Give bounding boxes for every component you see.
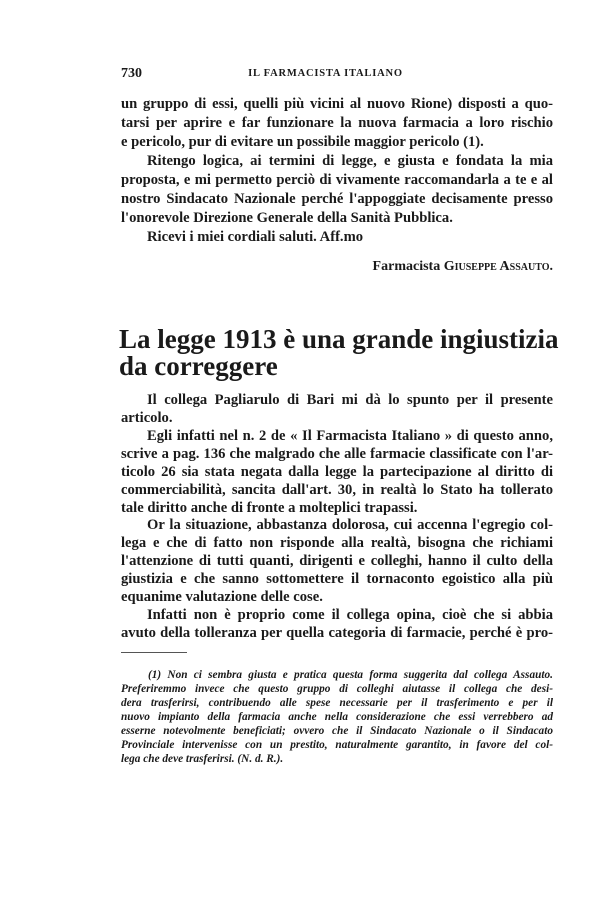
text-line: Infatti non è proprio come il collega opina, cioè che si abbia xyxy=(147,607,553,623)
text-line: l'attenzione di tutti quanti, dirigenti e colleghi, hanno il culto della xyxy=(121,553,553,569)
text-line: Egli infatti nel n. 2 de « Il Farmacista Italiano » di questo anno, xyxy=(147,428,553,444)
text-line: ticolo 26 sia stata negata dalla legge la partecipazione al diritto di xyxy=(121,464,553,480)
text-line: giustizia e che sanno sottomettere il tornaconto egoistico alla più xyxy=(121,571,553,587)
footnote-divider xyxy=(121,652,187,653)
text-line: tale diritto anche di fronte a molteplici trapassi. xyxy=(121,500,418,516)
text-line: nostro Sindacato Nazionale perché l'appoggiate decisamente presso xyxy=(121,191,553,207)
text-line: l'onorevole Direzione Generale della Sanità Pubblica. xyxy=(121,210,453,226)
footnote-line: (1) Non ci sembra giusta e pratica questa forma suggerita dal collega Assauto. xyxy=(148,669,553,681)
text-line: commerciabilità, sancita dall'art. 30, in realtà lo Stato ha tollerato xyxy=(121,482,553,498)
signature xyxy=(373,259,553,275)
page-number: 730 xyxy=(121,66,142,81)
footnote-line: esserne notevolmente beneficiati; ovvero che il Sindacato Nazionale o il Sindacato xyxy=(121,725,553,737)
text-line: proposta, e mi permetto perciò di vivamente raccomandarla a te e al xyxy=(121,172,553,188)
text-line: articolo. xyxy=(121,410,173,426)
footnote-line: Provinciale intervenisse con un prestito, naturalmente garantito, in favore del col- xyxy=(121,739,553,751)
text-line: un gruppo di essi, quelli più vicini al nuovo Rione) disposti a quo- xyxy=(121,96,553,112)
article-title-line: La legge 1913 è una grande ingiustizia xyxy=(119,324,559,354)
footnote-line: Preferiremmo invece che questo gruppo di colleghi aiutasse il collega che desi- xyxy=(121,683,553,695)
text-line: Il collega Pagliarulo di Bari mi dà lo spunto per il presente xyxy=(147,392,553,408)
text-line: Ricevi i miei cordiali saluti. Aff.mo xyxy=(147,229,364,245)
text-line: tarsi per aprire e far funzionare la nuova farmacia a loro rischio xyxy=(121,115,553,131)
text-line: equanime valutazione delle cose. xyxy=(121,589,323,605)
signature-prefix: Farmacista xyxy=(372,259,441,274)
text-line: Or la situazione, abbastanza dolorosa, cui accenna l'egregio col- xyxy=(147,517,553,533)
text-line: e pericolo, pur di evitare un possibile maggior pericolo (1). xyxy=(121,134,484,150)
text-line: scrive a pag. 136 che malgrado che alle farmacie classificate con l'ar- xyxy=(121,446,553,462)
footnote-line: nuovo impianto della farmacia anche nella considerazione che essi verrebbero ad xyxy=(121,711,553,723)
text-line: Ritengo logica, ai termini di legge, e giusta e fondata la mia xyxy=(147,153,553,169)
text-line: avuto della tolleranza per quella categoria di farmacie, perché è pro- xyxy=(121,625,553,641)
footnote-line: lega che deve trasferirsi. (N. d. R.). xyxy=(121,753,284,765)
article-title-line: da correggere xyxy=(119,351,278,381)
footnote-line: dera trasferirsi, contribuendo alle spese necessarie per il trasferimento e per il xyxy=(121,697,553,709)
running-header: IL FARMACISTA ITALIANO xyxy=(248,68,403,79)
text-line: lega e che di fatto non risponde alla realtà, bisogna che richiami xyxy=(121,535,553,551)
signature-name: Giuseppe Assauto. xyxy=(443,259,553,274)
